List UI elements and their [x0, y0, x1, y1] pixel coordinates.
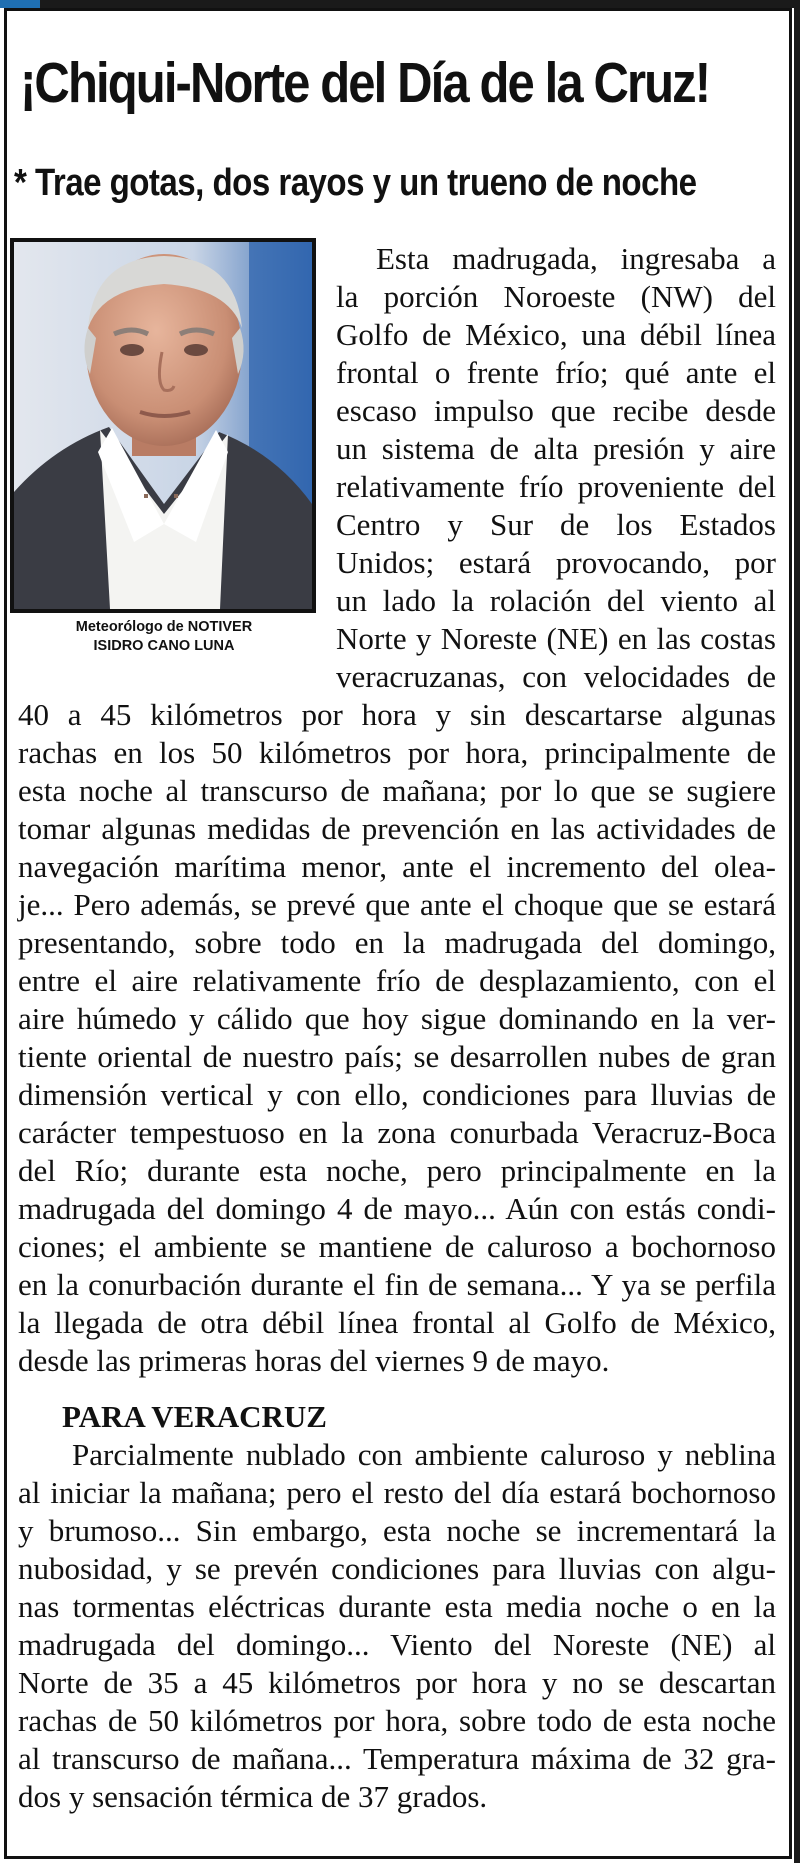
body-line: veracruzanas, con velocidades de	[336, 659, 776, 694]
body-line: je... Pero además, se prevé que ante el choque que se estará	[18, 887, 776, 922]
body-line: Norte y Noreste (NE) en las costas	[336, 621, 776, 656]
section-line: nas tormentas eléctricas durante esta media noche o en la	[18, 1589, 776, 1624]
section-line: madrugada del domingo... Viento del Noreste (NE) al	[18, 1627, 776, 1662]
body-line: entre el aire relativamente frío de desplazamiento, con el	[18, 963, 776, 998]
body-line: carácter tempestuoso en la zona conurbada Veracruz-Boca	[18, 1115, 776, 1150]
photo-caption	[8, 618, 320, 656]
body-line: escaso impulso que recibe desde	[336, 393, 776, 428]
body-line: aire húmedo y cálido que hoy sigue dominando en la ver-	[18, 1001, 776, 1036]
body-line: madrugada del domingo 4 de mayo... Aún con estás condi-	[18, 1191, 776, 1226]
body-line: un sistema de alta presión y aire	[336, 431, 776, 466]
top-bar	[0, 0, 800, 8]
caption-role: Meteorólogo de NOTIVER	[75, 619, 253, 635]
body-line: Esta madrugada, ingresaba a	[376, 241, 776, 276]
body-line: relativamente frío proveniente del	[336, 469, 776, 504]
body-line: 40 a 45 kilómetros por hora y sin descartarse algunas	[18, 697, 776, 732]
body-line: navegación marítima menor, ante el incremento del olea-	[18, 849, 776, 884]
caption-name: ISIDRO CANO LUNA	[93, 638, 235, 654]
body-line: la porción Noroeste (NW) del	[336, 279, 776, 314]
body-line: Unidos; estará provocando, por	[336, 545, 776, 580]
body-line: la llegada de otra débil línea frontal al Golfo de México,	[18, 1305, 776, 1340]
headline: ¡Chiqui-Norte del Día de la Cruz!	[20, 51, 710, 115]
section-line: dos y sensación térmica de 37 grados.	[18, 1779, 488, 1814]
body-line: desde las primeras horas del viernes 9 de mayo.	[18, 1343, 610, 1378]
body-line: del Río; durante esta noche, pero principalmente en la	[18, 1153, 776, 1188]
section-title: PARA VERACRUZ	[62, 1399, 327, 1434]
body-line: ciones; el ambiente se mantiene de caluroso a bochornoso	[18, 1229, 776, 1264]
body-line: esta noche al transcurso de mañana; por lo que se sugiere	[18, 773, 776, 808]
body-line: tiente oriental de nuestro país; se desarrollen nubes de gran	[18, 1039, 776, 1074]
body-line: un lado la rolación del viento al	[336, 583, 776, 618]
section-line: Norte de 35 a 45 kilómetros por hora y no se descartan	[18, 1665, 776, 1700]
section-line: nubosidad, y se prevén condiciones para lluvias con algu-	[18, 1551, 776, 1586]
section-line: y brumoso... Sin embargo, esta noche se incrementará la	[18, 1513, 776, 1548]
top-bar-accent	[0, 0, 40, 8]
page-edge-shadow	[794, 0, 800, 1863]
body-line: tomar algunas medidas de prevención en las actividades de	[18, 811, 776, 846]
body-line: rachas en los 50 kilómetros por hora, principalmente de	[18, 735, 776, 770]
body-line: dimensión vertical y con ello, condiciones para lluvias de	[18, 1077, 776, 1112]
body-line: en la conurbación durante el fin de semana... Y ya se perfila	[18, 1267, 776, 1302]
section-line: al transcurso de mañana... Temperatura máxima de 32 gra-	[18, 1741, 776, 1776]
body-line: Centro y Sur de los Estados	[336, 507, 776, 542]
body-line: Golfo de México, una débil línea	[336, 317, 776, 352]
body-line: presentando, sobre todo en la madrugada del domingo,	[18, 925, 776, 960]
section-line: Parcialmente nublado con ambiente caluroso y neblina	[72, 1437, 776, 1472]
section-line: rachas de 50 kilómetros por hora, sobre todo de esta noche	[18, 1703, 776, 1738]
portrait-illustration	[14, 242, 312, 609]
body-line: frontal o frente frío; qué ante el	[336, 355, 776, 390]
subheadline: * Trae gotas, dos rayos y un trueno de noche	[14, 162, 697, 204]
section-line: al iniciar la mañana; pero el resto del día estará bochornoso	[18, 1475, 776, 1510]
author-photo	[10, 238, 316, 613]
